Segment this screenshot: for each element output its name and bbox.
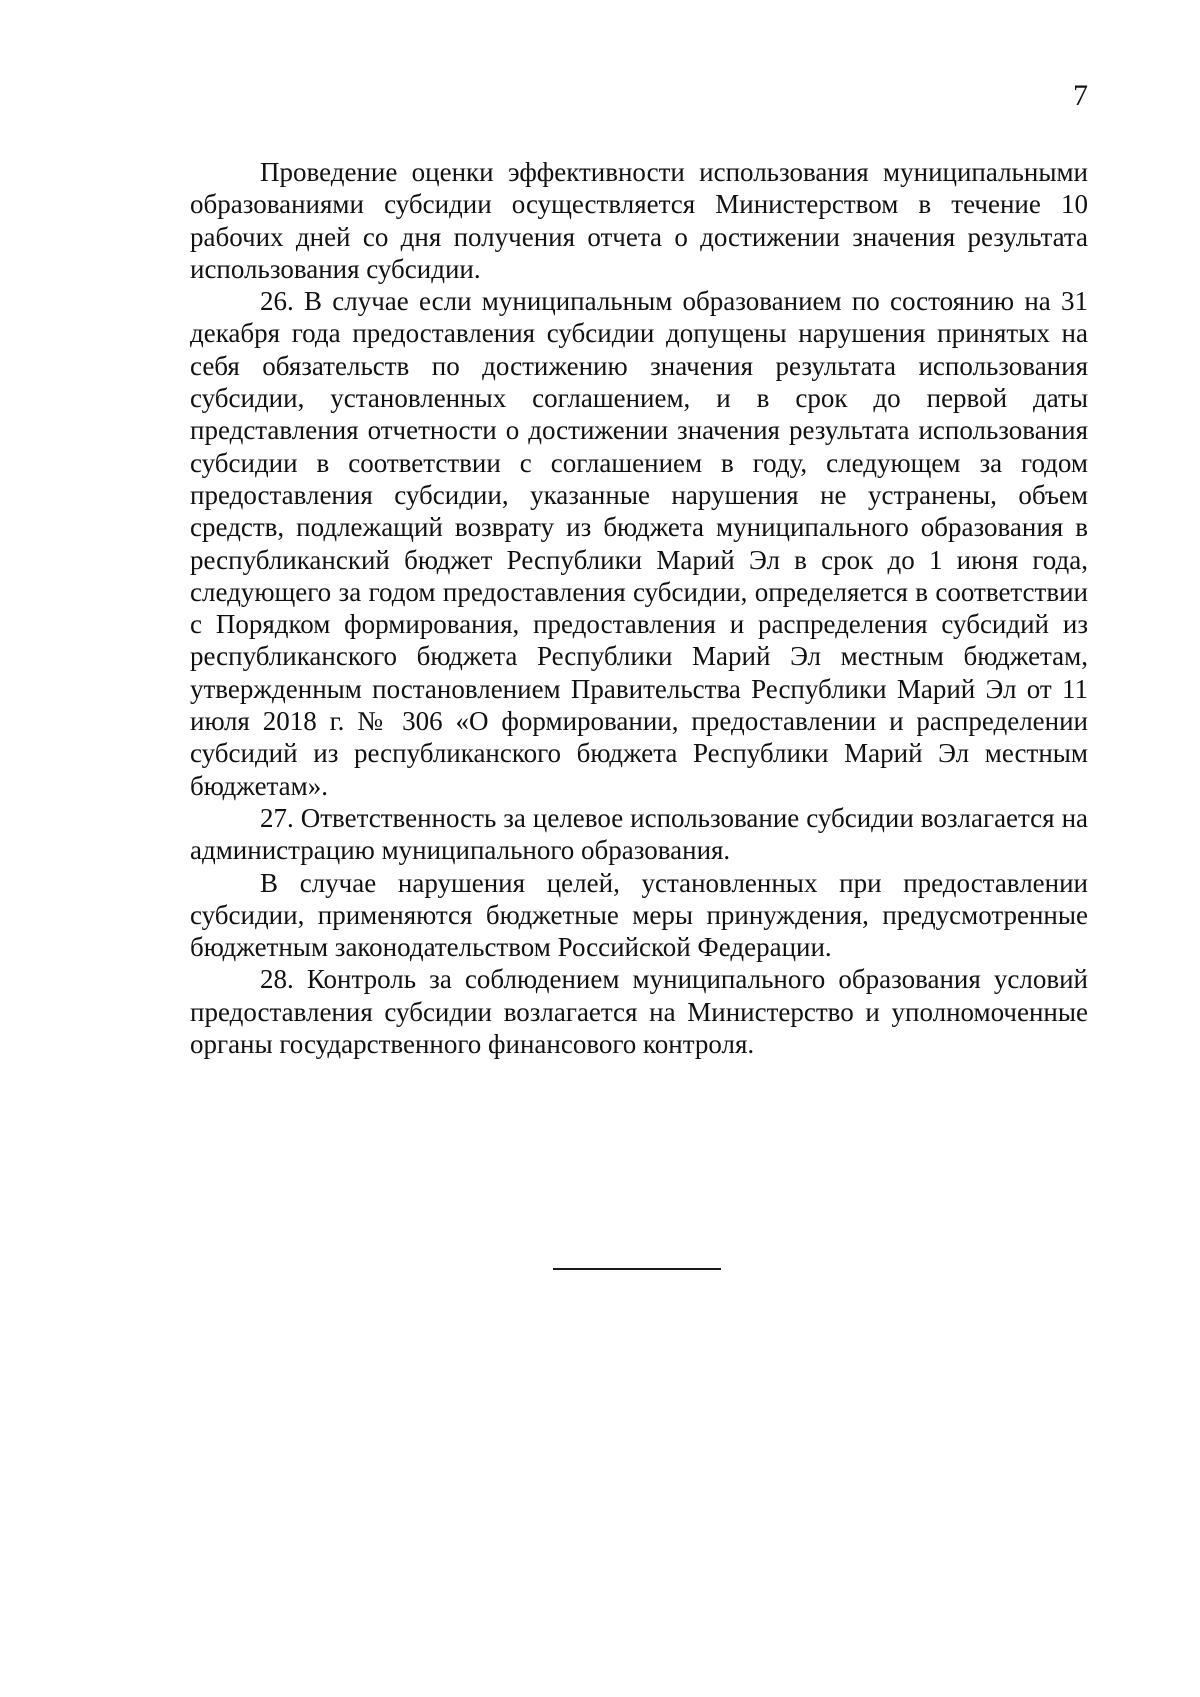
- paragraph-28: 28. Контроль за соблюдением муниципального образования условий предоставления субсидии возлагается на Министерство и уполномоченные органы государственного финансового контроля.: [190, 964, 1088, 1060]
- page-number: 7: [1073, 79, 1088, 112]
- paragraph-27: 27. Ответственность за целевое использование субсидии возлагается на администрацию муниципального образования.: [190, 802, 1088, 866]
- closing-divider-line: [553, 1268, 721, 1270]
- document-body: [190, 156, 1088, 1060]
- paragraph-violation: В случае нарушения целей, установленных при предоставлении субсидии, применяются бюджетные меры принуждения, предусмотренные бюджетным законодательством Российской Федерации.: [190, 867, 1088, 963]
- paragraph-26: 26. В случае если муниципальным образованием по состоянию на 31 декабря года предоставления субсидии допущены нарушения принятых на себя обязательств по достижению значения результата использования субсидии, установленных соглашением, и в срок до первой даты представления отчетности о достижении значения результата использования субсидии в соответствии с соглашением в году, следующем за годом предоставления субсидии, указанные нарушения не устранены, объем средств, подлежащий возврату из бюджета муниципального образования в республиканский бюджет Республики Марий Эл в срок до 1 июня года, следующего за годом предоставления субсидии, определяется в соответствии с Порядком формирования, предоставления и распределения субсидий из республиканского бюджета Республики Марий Эл местным бюджетам, утвержденным постановлением Правительства Республики Марий Эл от 11 июля 2018 г. № 306 «О формировании, предоставлении и распределении субсидий из республиканского бюджета Республики Марий Эл местным бюджетам».: [190, 286, 1088, 801]
- paragraph-evaluation: Проведение оценки эффективности использования муниципальными образованиями субсидии осуществляется Министерством в течение 10 рабочих дней со дня получения отчета о достижении значения результата использования субсидии.: [190, 157, 1088, 284]
